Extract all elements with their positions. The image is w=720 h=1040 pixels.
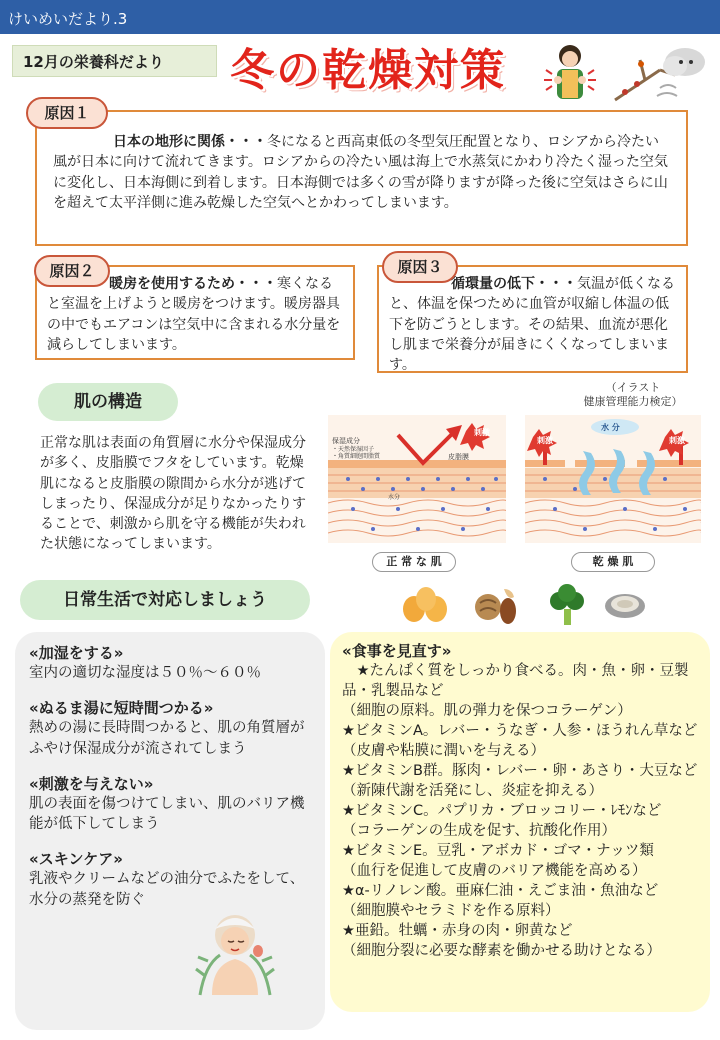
skin-heading: 肌の構造	[38, 383, 178, 421]
diet-line-11: ★α-リノレン酸。亜麻仁油・えごま油・魚油など	[342, 883, 659, 899]
tip-irritation-title: «刺激を与えない»	[29, 774, 154, 793]
cause1-box	[35, 110, 688, 246]
series-label: けいめいだより.3	[8, 10, 128, 28]
tip-bath-title: «ぬるま湯に短時間つかる»	[29, 699, 214, 718]
skin-text: 正常な肌は表面の角質層に水分や保湿成分が多く、皮脂膜でフタをしています。乾燥肌になると皮脂膜の隙間から水分が逃げてしまったり、保湿成分が足りなかったりすることで、刺激から肌を守る機能が失われた状態になってしまいます。	[40, 435, 306, 553]
label-stimulus-dry-left: 刺激	[537, 436, 553, 445]
diet-line-12: （細胞膜やセラミドを作る原料）	[342, 903, 560, 919]
cause2-text: 暖房を使用するため・・・寒くなると室温を上げようと暖房をつけます。暖房器具の中でもエアコンは空気中に含まれる水分量を減らしてしまいます。	[47, 276, 341, 353]
diet-line-13: ★亜鉛。牡蠣・赤身の肉・卵黄など	[342, 923, 573, 939]
daily-heading: 日常生活で対応しましょう	[20, 580, 310, 620]
label-normal-skin: 正 常 な 肌	[372, 552, 456, 572]
cause2-label: 原因２	[34, 255, 110, 287]
illustration-credit: （イラスト 健康管理能力検定）	[583, 381, 683, 409]
subtitle-box	[12, 45, 217, 77]
cause1-text: 日本の地形に関係・・・冬になると西高東低の冬型気圧配置となり、ロシアから冷たい風が日本に向けて流れてきます。ロシアからの冷たい風は海上で水蒸気にかわり冷たく湿った空気に変化し、日本海側に到着します。日本海側では多くの雪が降りますが降った後に空気はさらに山を超えて太平洋側に進み乾燥した空気へとかわってしまいます。	[53, 134, 668, 211]
tip-bath-text: 熱めの湯に長時間つかると、肌の角質層がふやけ保湿成分が流されてしまう	[29, 720, 305, 757]
cold-woman-icon	[540, 40, 600, 108]
cause1-label: 原因１	[26, 97, 108, 129]
label-water: 水 分	[601, 423, 620, 432]
tip-irritation-text: 肌の表面を傷つけてしまい、肌のバリア機能が低下してしまう	[29, 795, 305, 833]
diet-line-4: （皮膚や粘膜に潤いを与える）	[342, 743, 545, 759]
diet-line-14: （細胞分裂に必要な酵素を働かせる助けとなる）	[342, 943, 661, 959]
egg-icon	[400, 583, 452, 625]
page-title: 冬の乾燥対策	[230, 45, 506, 96]
label-stimulus-dry-right: 刺激	[669, 436, 685, 445]
nuts-icon	[472, 583, 522, 627]
cause3-text: 循環量の低下・・・気温が低くなると、体温を保つために血管が収縮し体温の低下を防ごうとします。その結果、血流が悪化し肌まで栄養分が届きにくくなってしまいます。	[389, 276, 675, 374]
tip-humidify-title: «加湿をする»	[29, 644, 124, 662]
label-stimulus-normal: 刺激	[474, 428, 490, 437]
normal-skin-diagram	[328, 415, 506, 543]
subtitle: 12月の栄養科だより	[23, 53, 164, 71]
tip-humidify-text: 室内の適切な湿度は５０％～６０％	[29, 665, 261, 681]
winter-wind-icon	[605, 40, 710, 108]
broccoli-icon	[547, 583, 587, 627]
label-dry-skin: 乾 燥 肌	[571, 552, 655, 572]
diet-line-7: ★ビタミンC。パプリカ・ブロッコリー・ﾚﾓﾝなど	[342, 803, 662, 819]
label-water-small: 水分	[388, 494, 401, 501]
diet-line-8: （コラーゲンの生成を促す、抗酸化作用）	[342, 823, 617, 839]
dry-skin-diagram	[525, 415, 701, 543]
tip-skincare-text: 乳液やクリームなどの油分でふたをして、水分の蒸発を防ぐ	[29, 871, 305, 908]
header-bar	[0, 0, 720, 34]
oyster-icon	[603, 586, 647, 622]
label-moist-sub1: ・天然保湿因子	[332, 446, 375, 453]
diet-line-1: ★たんぱく質をしっかり食べる。肉・魚・卵・豆製品・乳製品など	[342, 663, 689, 699]
label-moist: 保湿成分	[332, 437, 360, 445]
skincare-woman-icon	[190, 905, 280, 997]
diet-line-5: ★ビタミンB群。豚肉・レバー・卵・あさり・大豆など	[342, 763, 698, 779]
diet-line-9: ★ビタミンE。豆乳・アボカド・ゴマ・ナッツ類	[342, 843, 654, 859]
cause3-label: 原因３	[382, 251, 458, 283]
tip-skincare-title: «スキンケア»	[29, 850, 123, 869]
diet-line-3: ★ビタミンA。レバー・うなぎ・人参・ほうれん草など	[342, 723, 698, 739]
diet-box	[330, 632, 710, 1012]
diet-line-6: （新陳代謝を活発にし、炎症を抑える）	[342, 783, 603, 799]
diet-title: «食事を見直す»	[342, 642, 452, 660]
label-sebum: 皮脂膜	[448, 453, 469, 461]
diet-line-2: （細胞の原料。肌の弾力を保つコラーゲン）	[342, 703, 632, 719]
label-moist-sub2: ・角質細胞間脂質	[332, 453, 381, 460]
diet-line-10: （血行を促進して皮膚のバリア機能を高める）	[342, 863, 647, 879]
